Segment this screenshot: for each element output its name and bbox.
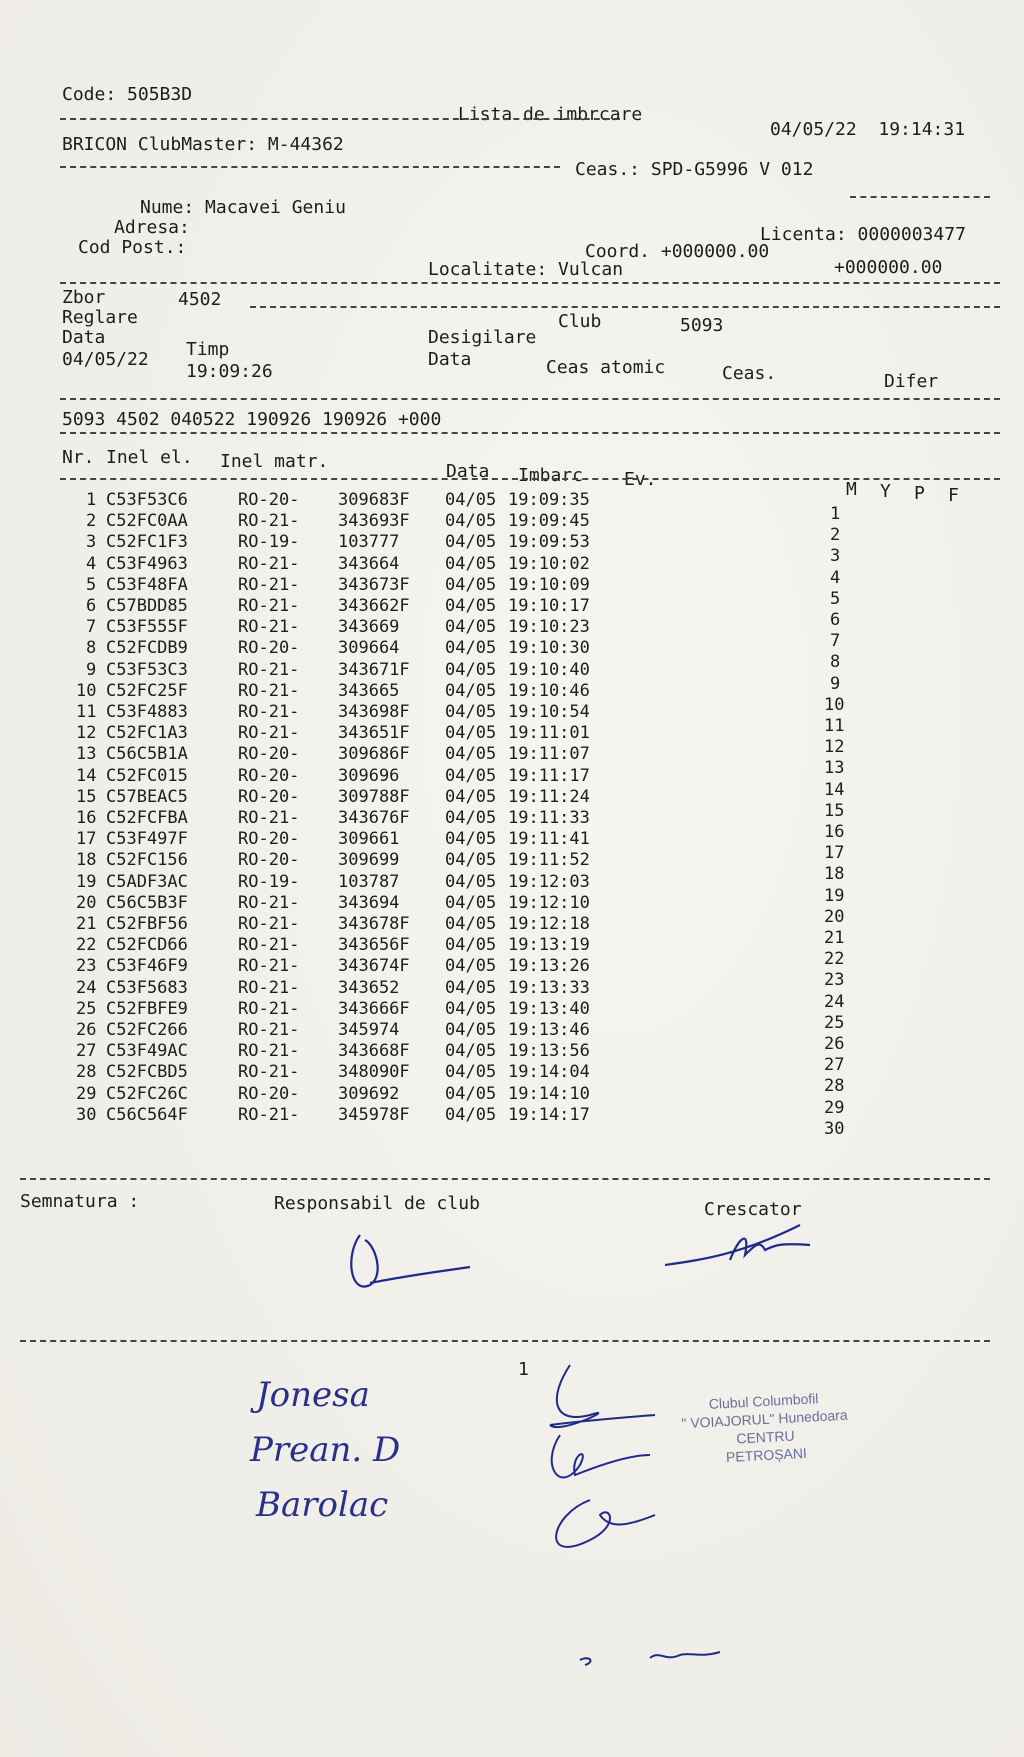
ring-number: 309692 <box>338 1083 400 1104</box>
coordinates: Coord. +000000.00 <box>585 241 770 262</box>
divider <box>850 196 990 198</box>
arrival-date: 04/05 <box>445 659 497 680</box>
ring-prefix: RO-21- <box>238 1062 300 1083</box>
breeder-label: Crescator <box>704 1199 802 1220</box>
ring-prefix: RO-21- <box>238 808 300 828</box>
rank: 17 <box>824 843 845 864</box>
ring-number: 348090F <box>338 1062 410 1083</box>
postal-code-label: Cod Post.: <box>78 237 187 258</box>
arrival-date: 04/05 <box>445 977 497 998</box>
divider <box>250 306 1000 308</box>
rank: 10 <box>824 694 845 715</box>
divider <box>60 432 1000 434</box>
row-number: 21 <box>76 914 97 934</box>
electronic-ring: C53F555F <box>106 617 188 638</box>
arrival-time: 19:11:24 <box>508 786 590 807</box>
ring-number: 345978F <box>338 1104 410 1125</box>
ring-number: 309699 <box>338 850 400 871</box>
ceas-atomic-label: Ceas atomic <box>546 357 666 378</box>
electronic-ring: C52FC156 <box>106 850 188 871</box>
electronic-ring: C53F5683 <box>106 977 188 998</box>
row-number: 14 <box>76 765 97 786</box>
col-inel-el: Inel el. <box>106 447 193 468</box>
ring-prefix: RO-21- <box>238 659 300 680</box>
electronic-ring: C52FC0AA <box>106 511 188 532</box>
row-number: 16 <box>76 808 97 828</box>
col-m: M <box>846 479 857 500</box>
electronic-ring: C57BEAC5 <box>106 786 188 807</box>
col-ev: Ev. <box>624 469 657 490</box>
club-number: 5093 <box>680 315 724 336</box>
ring-number: 309686F <box>338 744 410 765</box>
difer-label: Difer <box>884 371 939 392</box>
arrival-time: 19:10:23 <box>508 617 590 638</box>
arrival-date: 04/05 <box>445 574 497 595</box>
ring-number: 345974 <box>338 1020 400 1040</box>
arrival-date: 04/05 <box>445 1020 497 1040</box>
arrival-time: 19:10:17 <box>508 596 590 616</box>
breeder-signature <box>660 1215 860 1295</box>
rank: 9 <box>830 673 841 694</box>
breeder-name: Nume: Macavei Geniu <box>140 197 346 218</box>
electronic-ring: C56C5B3F <box>106 892 188 913</box>
row-number: 24 <box>76 977 97 998</box>
rank: 23 <box>824 970 845 991</box>
arrival-date: 04/05 <box>445 1104 497 1125</box>
ring-prefix: RO-21- <box>238 1041 300 1062</box>
arrival-time: 19:11:33 <box>508 808 590 828</box>
arrival-date: 04/05 <box>445 765 497 786</box>
electronic-ring: C52FC266 <box>106 1020 188 1040</box>
ring-prefix: RO-21- <box>238 892 300 913</box>
ring-prefix: RO-21- <box>238 1104 300 1125</box>
electronic-ring: C52FBFE9 <box>106 998 188 1019</box>
clubmaster-id: BRICON ClubMaster: M-44362 <box>62 134 344 155</box>
rank: 29 <box>824 1097 845 1118</box>
license-number: Licenta: 0000003477 <box>760 224 966 245</box>
data-label-2: Data <box>428 349 472 370</box>
row-number: 28 <box>76 1062 97 1083</box>
ring-number: 343662F <box>338 596 410 616</box>
ring-prefix: RO-21- <box>238 574 300 595</box>
ring-prefix: RO-20- <box>238 638 300 659</box>
arrival-date: 04/05 <box>445 935 497 956</box>
electronic-ring: C53F4883 <box>106 702 188 722</box>
divider <box>60 478 1000 480</box>
electronic-ring: C56C5B1A <box>106 744 188 765</box>
row-number: 9 <box>86 659 97 680</box>
ring-number: 309664 <box>338 638 400 659</box>
electronic-ring: C5ADF3AC <box>106 871 188 892</box>
witness-signatures <box>530 1355 660 1555</box>
rank: 20 <box>824 906 845 927</box>
page-number: 1 <box>518 1359 529 1380</box>
ring-number: 343676F <box>338 808 410 828</box>
ring-prefix: RO-21- <box>238 956 300 977</box>
row-number: 3 <box>86 532 97 553</box>
ring-number: 343656F <box>338 935 410 956</box>
col-y: Y <box>880 481 891 502</box>
handwritten-name-2: Prean. D <box>250 1430 401 1470</box>
arrival-date: 04/05 <box>445 553 497 574</box>
rank: 16 <box>824 822 845 842</box>
stamp-line-2: " VOIAJORUL" Hunedoara <box>681 1406 849 1432</box>
arrival-time: 19:11:01 <box>508 723 590 744</box>
arrival-time: 19:09:35 <box>508 490 590 510</box>
code-label: Code: 505B3D <box>62 84 193 105</box>
row-number: 1 <box>86 490 97 510</box>
clock-id: Ceas.: SPD-G5996 V 012 <box>575 159 814 180</box>
arrival-date: 04/05 <box>445 871 497 892</box>
electronic-ring: C53F48FA <box>106 574 188 595</box>
club-stamp <box>658 1387 871 1470</box>
responsible-signature <box>340 1225 480 1305</box>
ring-number: 343694 <box>338 892 400 913</box>
arrival-time: 19:12:03 <box>508 871 590 892</box>
arrival-time: 19:10:46 <box>508 680 590 701</box>
ring-number: 343665 <box>338 680 400 701</box>
ring-number: 343698F <box>338 702 410 722</box>
electronic-ring: C52FCBD5 <box>106 1062 188 1083</box>
arrival-date: 04/05 <box>445 1062 497 1083</box>
rank: 12 <box>824 737 845 758</box>
row-number: 11 <box>76 702 97 722</box>
flight-number: 4502 <box>178 289 222 310</box>
arrival-date: 04/05 <box>445 956 497 977</box>
electronic-ring: C52FC015 <box>106 765 188 786</box>
rank: 19 <box>824 885 845 906</box>
arrival-date: 04/05 <box>445 680 497 701</box>
arrival-time: 19:11:52 <box>508 850 590 871</box>
ring-prefix: RO-20- <box>238 829 300 850</box>
print-datetime: 04/05/22 19:14:31 <box>770 119 966 140</box>
ring-number: 343651F <box>338 723 410 744</box>
electronic-ring: C53F4963 <box>106 553 188 574</box>
locality: Localitate: Vulcan <box>428 259 624 280</box>
arrival-date: 04/05 <box>445 511 497 532</box>
ring-number: 309683F <box>338 490 410 510</box>
row-number: 4 <box>86 553 97 574</box>
ring-prefix: RO-21- <box>238 553 300 574</box>
electronic-ring: C52FC26C <box>106 1083 188 1104</box>
rank: 5 <box>830 588 841 609</box>
arrival-date: 04/05 <box>445 998 497 1019</box>
row-number: 22 <box>76 935 97 956</box>
arrival-time: 19:12:10 <box>508 892 590 913</box>
arrival-time: 19:09:53 <box>508 532 590 553</box>
electronic-ring: C53F49AC <box>106 1041 188 1062</box>
row-number: 27 <box>76 1041 97 1062</box>
ring-prefix: RO-21- <box>238 998 300 1019</box>
electronic-ring: C52FC1F3 <box>106 532 188 553</box>
divider <box>60 118 620 120</box>
stamp-line-3: CENTRU <box>735 1427 796 1447</box>
ring-number: 343671F <box>338 659 410 680</box>
ring-number: 343652 <box>338 977 400 998</box>
arrival-date: 04/05 <box>445 532 497 553</box>
ring-number: 103787 <box>338 871 400 892</box>
arrival-time: 19:10:54 <box>508 702 590 722</box>
rank: 6 <box>830 610 841 630</box>
ring-number: 309696 <box>338 765 400 786</box>
row-number: 26 <box>76 1020 97 1040</box>
electronic-ring: C52FC25F <box>106 680 188 701</box>
reglare-time: 19:09:26 <box>186 361 273 382</box>
ring-prefix: RO-20- <box>238 1083 300 1104</box>
ring-number: 343664 <box>338 553 400 574</box>
desigilare-label: Desigilare <box>428 327 537 348</box>
divider <box>20 1178 990 1180</box>
rank: 25 <box>824 1012 845 1033</box>
rank: 4 <box>830 567 841 588</box>
electronic-ring: C52FCFBA <box>106 808 188 828</box>
ring-number: 343678F <box>338 914 410 934</box>
col-f: F <box>948 485 959 506</box>
club-responsible-label: Responsabil de club <box>274 1193 480 1214</box>
rank: 14 <box>824 779 845 800</box>
stamp-line-4: PETROȘANI <box>725 1444 808 1466</box>
ring-number: 309661 <box>338 829 400 850</box>
row-number: 5 <box>86 574 97 595</box>
arrival-time: 19:13:56 <box>508 1041 590 1062</box>
signature-label: Semnatura : <box>20 1191 140 1212</box>
row-number: 18 <box>76 850 97 871</box>
rank: 3 <box>830 546 841 567</box>
arrival-date: 04/05 <box>445 1041 497 1062</box>
row-number: 15 <box>76 786 97 807</box>
row-number: 29 <box>76 1083 97 1104</box>
arrival-time: 19:13:46 <box>508 1020 590 1040</box>
arrival-date: 04/05 <box>445 808 497 828</box>
arrival-date: 04/05 <box>445 786 497 807</box>
row-number: 6 <box>86 596 97 616</box>
row-number: 30 <box>76 1104 97 1125</box>
reglare-label: Reglare <box>62 307 138 328</box>
arrival-time: 19:14:04 <box>508 1062 590 1083</box>
arrival-time: 19:13:40 <box>508 998 590 1019</box>
rank: 28 <box>824 1076 845 1097</box>
ring-prefix: RO-21- <box>238 914 300 934</box>
rank: 11 <box>824 716 845 736</box>
divider <box>60 282 1000 284</box>
row-number: 12 <box>76 723 97 744</box>
ring-prefix: RO-20- <box>238 490 300 510</box>
electronic-ring: C52FCDB9 <box>106 638 188 659</box>
handwritten-name-3: Barolac <box>256 1485 389 1525</box>
arrival-date: 04/05 <box>445 829 497 850</box>
rank: 24 <box>824 991 845 1012</box>
timp-label: Timp <box>186 339 230 360</box>
divider <box>60 166 560 168</box>
electronic-ring: C53F53C3 <box>106 659 188 680</box>
rank: 26 <box>824 1034 845 1054</box>
row-number: 20 <box>76 892 97 913</box>
divider <box>20 1340 990 1342</box>
arrival-date: 04/05 <box>445 596 497 616</box>
ring-prefix: RO-21- <box>238 723 300 744</box>
arrival-date: 04/05 <box>445 850 497 871</box>
address-label: Adresa: <box>114 217 190 238</box>
divider <box>60 398 1000 400</box>
electronic-ring: C52FC1A3 <box>106 723 188 744</box>
row-number: 17 <box>76 829 97 850</box>
col-p: P <box>914 483 925 504</box>
arrival-time: 19:14:17 <box>508 1104 590 1125</box>
arrival-time: 19:13:26 <box>508 956 590 977</box>
arrival-date: 04/05 <box>445 723 497 744</box>
electronic-ring: C53F53C6 <box>106 490 188 510</box>
arrival-time: 19:13:19 <box>508 935 590 956</box>
ring-number: 343668F <box>338 1041 410 1062</box>
rank: 21 <box>824 928 845 948</box>
ring-prefix: RO-20- <box>238 786 300 807</box>
row-number: 13 <box>76 744 97 765</box>
rank: 27 <box>824 1055 845 1076</box>
rank: 15 <box>824 800 845 821</box>
ring-prefix: RO-20- <box>238 765 300 786</box>
ring-number: 343673F <box>338 574 410 595</box>
arrival-time: 19:12:18 <box>508 914 590 934</box>
data-label: Data <box>62 327 106 348</box>
ring-prefix: RO-21- <box>238 596 300 616</box>
bottom-scribble <box>570 1640 730 1670</box>
flight-label: Zbor <box>62 287 106 308</box>
arrival-time: 19:14:10 <box>508 1083 590 1104</box>
arrival-time: 19:10:30 <box>508 638 590 659</box>
electronic-ring: C52FCD66 <box>106 935 188 956</box>
document-title: Lista de imbrcare <box>458 104 643 125</box>
arrival-date: 04/05 <box>445 617 497 638</box>
ring-prefix: RO-20- <box>238 850 300 871</box>
ring-prefix: RO-21- <box>238 702 300 722</box>
rank: 2 <box>830 525 841 546</box>
arrival-time: 19:10:09 <box>508 574 590 595</box>
row-number: 7 <box>86 617 97 638</box>
col-data: Data <box>446 461 490 482</box>
row-number: 23 <box>76 956 97 977</box>
arrival-date: 04/05 <box>445 1083 497 1104</box>
flight-summary: 5093 4502 040522 190926 190926 +000 <box>62 409 442 430</box>
arrival-time: 19:10:02 <box>508 553 590 574</box>
ring-number: 343666F <box>338 998 410 1019</box>
row-number: 2 <box>86 511 97 532</box>
ring-prefix: RO-21- <box>238 977 300 998</box>
ring-prefix: RO-19- <box>238 532 300 553</box>
arrival-time: 19:09:45 <box>508 511 590 532</box>
col-inel-matr: Inel matr. <box>220 451 329 472</box>
row-number: 19 <box>76 871 97 892</box>
row-number: 8 <box>86 638 97 659</box>
arrival-date: 04/05 <box>445 914 497 934</box>
ring-prefix: RO-20- <box>238 744 300 765</box>
rank: 7 <box>830 631 841 652</box>
ring-prefix: RO-19- <box>238 871 300 892</box>
rank: 18 <box>824 864 845 885</box>
ring-number: 343674F <box>338 956 410 977</box>
electronic-ring: C56C564F <box>106 1104 188 1125</box>
ring-prefix: RO-21- <box>238 935 300 956</box>
ring-prefix: RO-21- <box>238 617 300 638</box>
rank: 22 <box>824 949 845 970</box>
ring-prefix: RO-21- <box>238 680 300 701</box>
rank: 13 <box>824 758 845 779</box>
stamp-line-1: Clubul Columbofil <box>708 1390 819 1412</box>
rank: 30 <box>824 1118 845 1139</box>
rank: 1 <box>830 504 841 524</box>
electronic-ring: C57BDD85 <box>106 596 188 616</box>
ring-prefix: RO-21- <box>238 1020 300 1040</box>
ceas-label: Ceas. <box>722 363 777 384</box>
table-row <box>60 1104 1000 1139</box>
ring-number: 343693F <box>338 511 410 532</box>
col-imbarc: Imbarc <box>518 465 584 486</box>
arrival-date: 04/05 <box>445 702 497 722</box>
arrival-time: 19:10:40 <box>508 659 590 680</box>
handwritten-name-1: Jonesa <box>256 1375 370 1415</box>
arrival-date: 04/05 <box>445 638 497 659</box>
arrival-time: 19:11:07 <box>508 744 590 765</box>
ring-number: 309788F <box>338 786 410 807</box>
arrival-time: 19:13:33 <box>508 977 590 998</box>
arrival-date: 04/05 <box>445 892 497 913</box>
rank: 8 <box>830 652 841 673</box>
ring-prefix: RO-21- <box>238 511 300 532</box>
row-number: 25 <box>76 998 97 1019</box>
row-number: 10 <box>76 680 97 701</box>
arrival-time: 19:11:17 <box>508 765 590 786</box>
col-nr: Nr. <box>62 447 95 468</box>
electronic-ring: C53F46F9 <box>106 956 188 977</box>
ring-number: 343669 <box>338 617 400 638</box>
electronic-ring: C52FBF56 <box>106 914 188 934</box>
ring-number: 103777 <box>338 532 400 553</box>
club-label: Club <box>558 311 602 332</box>
coordinates-2: +000000.00 <box>834 257 943 278</box>
arrival-time: 19:11:41 <box>508 829 590 850</box>
arrival-date: 04/05 <box>445 744 497 765</box>
reglare-date: 04/05/22 <box>62 349 149 370</box>
electronic-ring: C53F497F <box>106 829 188 850</box>
arrival-date: 04/05 <box>445 490 497 510</box>
